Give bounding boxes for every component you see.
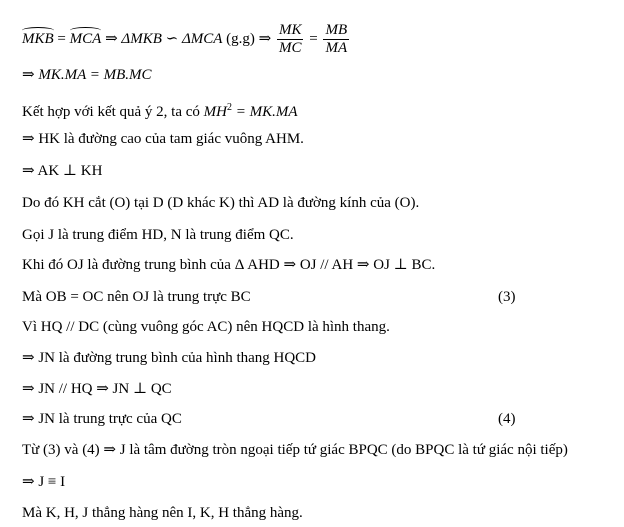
equals-sign: = — [309, 30, 318, 47]
arc-mca: MCA — [69, 30, 102, 47]
fraction-numerator: MB — [325, 22, 348, 38]
line-oj-bisector — [22, 288, 624, 306]
line-ak-perp-kh: ⇒ AK ⊥ KH — [22, 163, 103, 179]
line-jn-bisector — [22, 410, 624, 428]
mh-exponent: 2 — [226, 102, 232, 113]
similar-symbol: ∽ — [165, 30, 179, 47]
line-midpoints: Gọi J là trung điểm HD, N là trung điểm QC. — [22, 227, 294, 243]
equation-tag-3: (3) — [498, 289, 516, 305]
line-jn-midline: ⇒ JN là đường trung bình của hình thang HQCD — [22, 350, 317, 366]
line-trapezoid: Vì HQ // DC (cùng vuông góc AC) nên HQCD là hình thang. — [22, 319, 390, 335]
mh-rest: = MK.MA — [231, 104, 298, 120]
line-jn-perp-qc: ⇒ JN // HQ ⇒ JN ⊥ QC — [22, 381, 172, 397]
line-hk-altitude: ⇒ HK là đường cao của tam giác vuông AHM. — [22, 131, 304, 147]
fraction-numerator: MK — [278, 22, 302, 38]
line-similar-triangles — [22, 22, 351, 57]
fraction-denominator: MC — [278, 40, 302, 56]
line-conclusion: Mà K, H, J thẳng hàng nên I, K, H thẳng hàng. — [22, 505, 303, 521]
line-product-equality: ⇒ MK.MA = MB.MC — [22, 67, 152, 83]
combine-text: Kết hợp với kết quả ý 2, ta có — [22, 104, 200, 120]
equation-tag-4: (4) — [498, 411, 516, 427]
mh-base: MH — [203, 104, 227, 120]
implies-symbol: ⇒ — [258, 30, 272, 47]
arc-mkb: MKB — [22, 30, 54, 47]
jn-bisector-text: ⇒ JN là trung trực của QC — [22, 411, 182, 427]
fraction-mb-ma — [323, 22, 349, 57]
implies-symbol: ⇒ — [105, 30, 118, 47]
oj-bisector-text: Mà OB = OC nên OJ là trung trực BC — [22, 289, 251, 305]
triangle-mkb: ΔMKB — [121, 30, 162, 47]
gg-note: (g.g) — [226, 30, 255, 47]
line-ad-diameter: Do đó KH cắt (O) tại D (D khác K) thì AD là đường kính của (O). — [22, 195, 420, 211]
line-j-equals-i: ⇒ J ≡ I — [22, 474, 66, 490]
equals-sign: = — [57, 30, 66, 47]
line-combine-result — [22, 99, 298, 121]
fraction-mk-mc — [277, 22, 304, 57]
fraction-denominator: MA — [325, 40, 348, 56]
line-circumcenter: Từ (3) và (4) ⇒ J là tâm đường tròn ngoại tiếp tứ giác BPQC (do BPQC là tứ giác nội tiếp) — [22, 442, 568, 458]
line-oj-midline: Khi đó OJ là đường trung bình của Δ AHD ⇒ OJ // AH ⇒ OJ ⊥ BC. — [22, 257, 436, 273]
triangle-mca: ΔMCA — [181, 30, 223, 47]
